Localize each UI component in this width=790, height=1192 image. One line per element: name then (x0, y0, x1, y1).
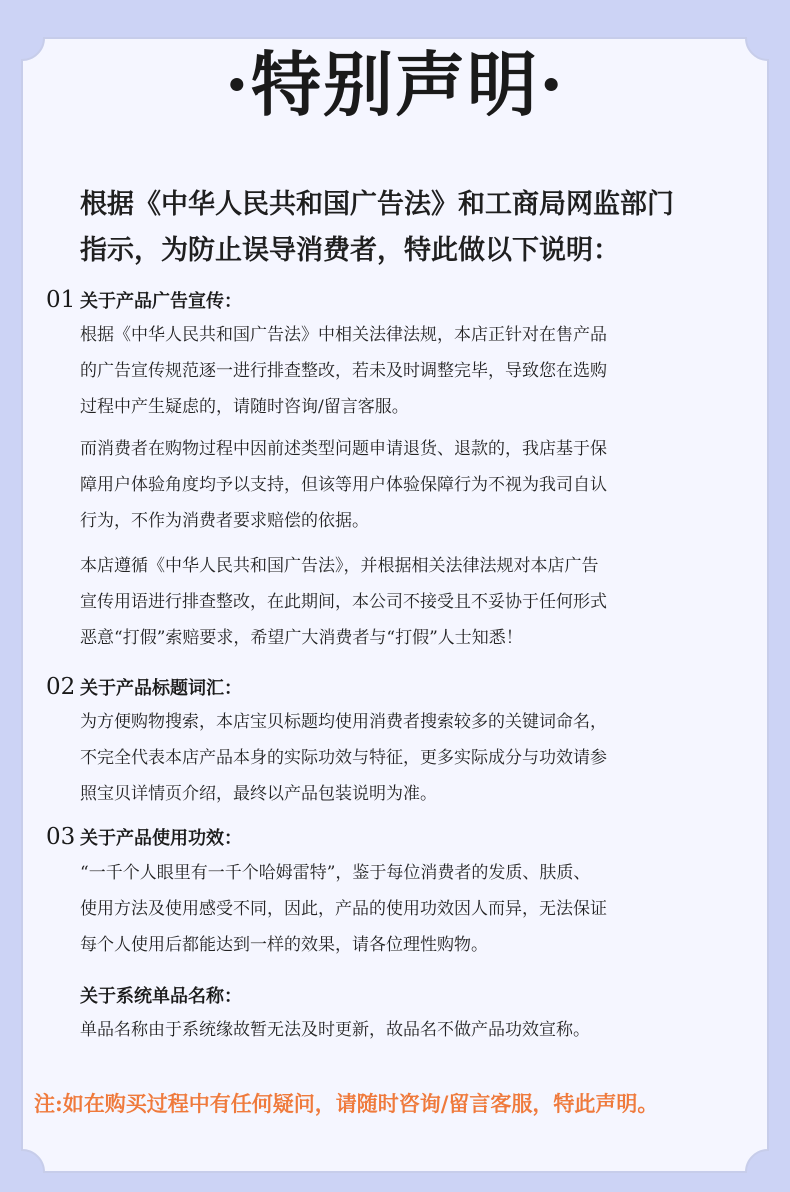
paragraph-line: 过程中产生疑虑的，请随时咨询/留言客服。 (80, 397, 409, 417)
section-paragraph (80, 855, 720, 963)
intro-line: 指示，为防止误导消费者，特此做以下说明： (80, 235, 620, 266)
section-title: 关于产品广告宣传： (80, 291, 242, 312)
paragraph-line: 不完全代表本店产品本身的实际功效与特征，更多实际成分与功效请参 (80, 748, 607, 768)
footer-note: 注:如在购买过程中有任何疑问，请随时咨询/留言客服，特此声明。 (34, 1091, 659, 1116)
section-paragraph (80, 317, 720, 425)
paragraph-line: 单品名称由于系统缘故暂无法及时更新，故品名不做产品功效宣称。 (80, 1020, 590, 1040)
paragraph-line: 行为，不作为消费者要求赔偿的依据。 (80, 511, 369, 531)
paragraph-line: 障用户体验角度均予以支持，但该等用户体验保障行为不视为我司自认 (80, 475, 607, 495)
paragraph-line: 本店遵循《中华人民共和国广告法》，并根据相关法律法规对本店广告 (80, 556, 599, 576)
section-title: 关于系统单品名称： (80, 986, 242, 1007)
section-paragraph (80, 704, 720, 812)
page-title: ·特别声明· (224, 43, 566, 126)
paragraph-line: 使用方法及使用感受不同，因此，产品的使用功效因人而异，无法保证 (80, 899, 607, 919)
section-number: 01 (46, 287, 76, 313)
paragraph-line: 根据《中华人民共和国广告法》中相关法律法规，本店正针对在售产品 (80, 325, 607, 345)
paragraph-line: 为方便购物搜索，本店宝贝标题均使用消费者搜索较多的关键词命名， (80, 712, 607, 732)
section-title: 关于产品使用功效： (80, 828, 242, 849)
paragraph-line: 照宝贝详情页介绍，最终以产品包装说明为准。 (80, 784, 437, 804)
paragraph-line: 宣传用语进行排查整改，在此期间，本公司不接受且不妥协于任何形式 (80, 592, 607, 612)
section-number: 02 (46, 674, 76, 700)
paragraph-line: 的广告宣传规范逐一进行排查整改，若未及时调整完毕，导致您在选购 (80, 361, 607, 381)
paragraph-line: 恶意“打假”索赔要求，希望广大消费者与“打假”人士知悉！ (80, 628, 523, 648)
section-number: 03 (46, 824, 76, 850)
paragraph-line: 每个人使用后都能达到一样的效果，请各位理性购物。 (80, 935, 488, 955)
paragraph-line: “一千个人眼里有一千个哈姆雷特”，鉴于每位消费者的发质、肤质、 (80, 863, 591, 883)
section-title: 关于产品标题词汇： (80, 678, 242, 699)
section-paragraph (80, 1012, 720, 1048)
section-paragraph (80, 431, 720, 539)
intro-line: 根据《中华人民共和国广告法》和工商局网监部门 (80, 189, 674, 220)
paragraph-line: 而消费者在购物过程中因前述类型问题申请退货、退款的，我店基于保 (80, 439, 607, 459)
intro-text (80, 182, 760, 274)
section-paragraph (80, 548, 720, 656)
